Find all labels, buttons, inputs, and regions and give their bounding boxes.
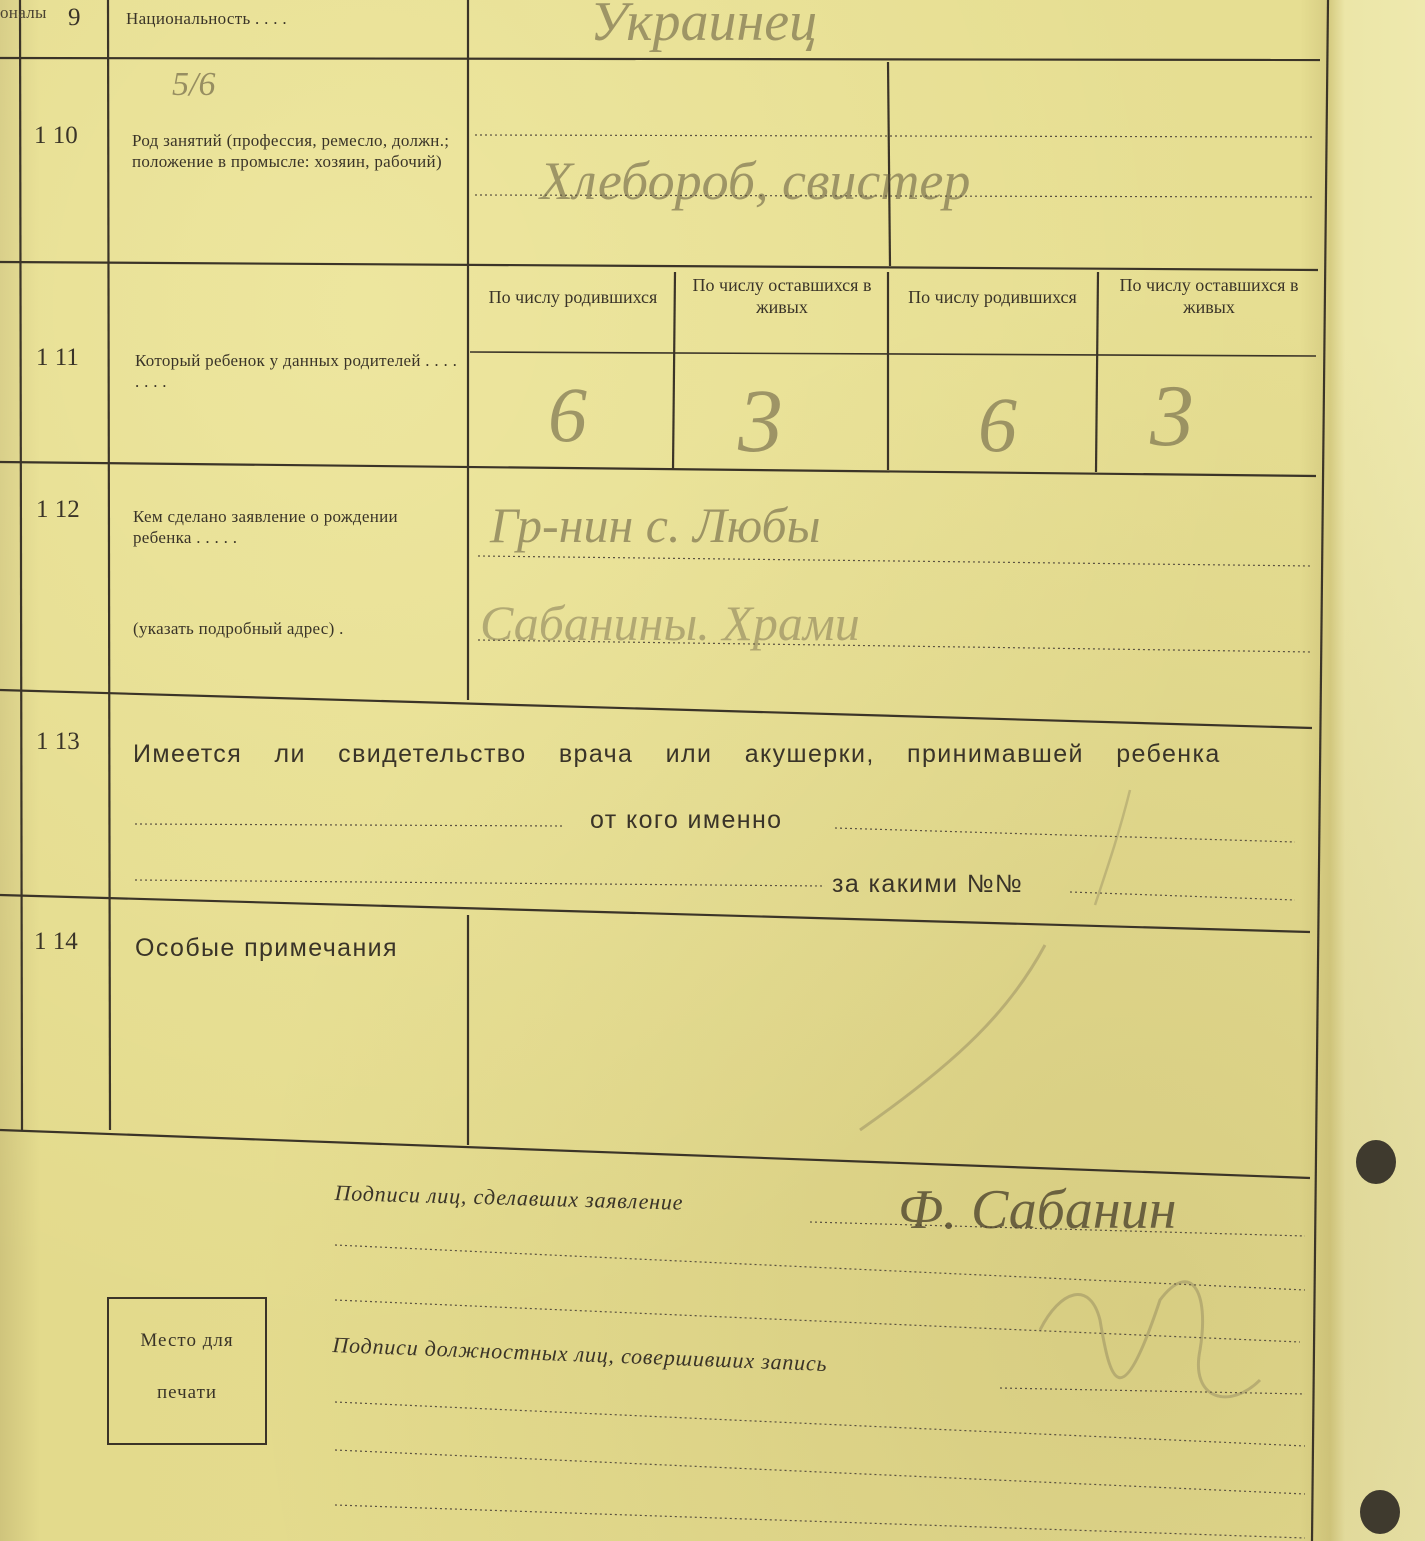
- row9-index: 9: [68, 4, 81, 31]
- row13-numbers-label: за какими №№: [832, 870, 1024, 898]
- row12-handwritten-line2: Сабанины. Храми: [480, 595, 860, 651]
- row10-note: 5/6: [172, 66, 216, 103]
- row11-value-born-2: 6: [978, 381, 1017, 468]
- row9-handwritten-value: Украинец: [590, 0, 818, 53]
- binding-hole-top: [1356, 1140, 1396, 1184]
- row12-index: 1 12: [36, 496, 80, 523]
- row11-value-alive-1: 3: [738, 372, 783, 471]
- row11-header-alive-1: По числу оставшихся в живых: [692, 275, 872, 317]
- stamp-box-line2: печати: [156, 1382, 218, 1403]
- row10-handwritten-value: Хлебороб, свистер: [540, 151, 971, 211]
- row9-label: Национальность . . . .: [126, 9, 287, 28]
- row11-index: 1 11: [36, 344, 79, 371]
- row13-index: 1 13: [36, 728, 80, 755]
- row13-question: Имеется ли свидетельство врача или акушерки, принимавшей ребенка: [133, 740, 1221, 768]
- row10-index: 1 10: [34, 122, 78, 149]
- row14-label: Особые примечания: [135, 934, 398, 962]
- binding-hole-bottom: [1360, 1490, 1400, 1534]
- row11-value-born-1: 6: [548, 371, 587, 458]
- row10-label: Род занятий (профессия, ремесло, должн.; положение в промысле: хозяин, рабочий): [132, 131, 450, 171]
- row11-header-born-2: По числу родившихся: [908, 287, 1077, 307]
- applicant-signature: Ф. Сабанин: [898, 1179, 1177, 1241]
- edge-fragment: оналы: [0, 3, 47, 22]
- applicants-signature-label: Подписи лиц, сделавших заявление: [334, 1180, 684, 1215]
- row11-header-born-1: По числу родившихся: [488, 287, 658, 307]
- row13-from-whom-label: от кого именно: [590, 806, 783, 834]
- officials-signature-label: Подписи должностных лиц, совершивших запись: [332, 1332, 828, 1376]
- row12-label: Кем сделано заявление о рождении ребенка . . . . .: [133, 507, 398, 547]
- row12-handwritten-line1: Гр-нин с. Любы: [490, 497, 821, 553]
- row11-value-alive-2: 3: [1150, 368, 1194, 465]
- row11-label: Который ребенок у данных родителей . . . . . . . .: [135, 351, 458, 391]
- row11-header-alive-2: По числу оставшихся в живых: [1119, 275, 1299, 317]
- row12-address-label: (указать подробный адрес) .: [133, 619, 344, 638]
- row14-index: 1 14: [34, 928, 78, 955]
- stamp-box-line1: Место для: [140, 1330, 234, 1351]
